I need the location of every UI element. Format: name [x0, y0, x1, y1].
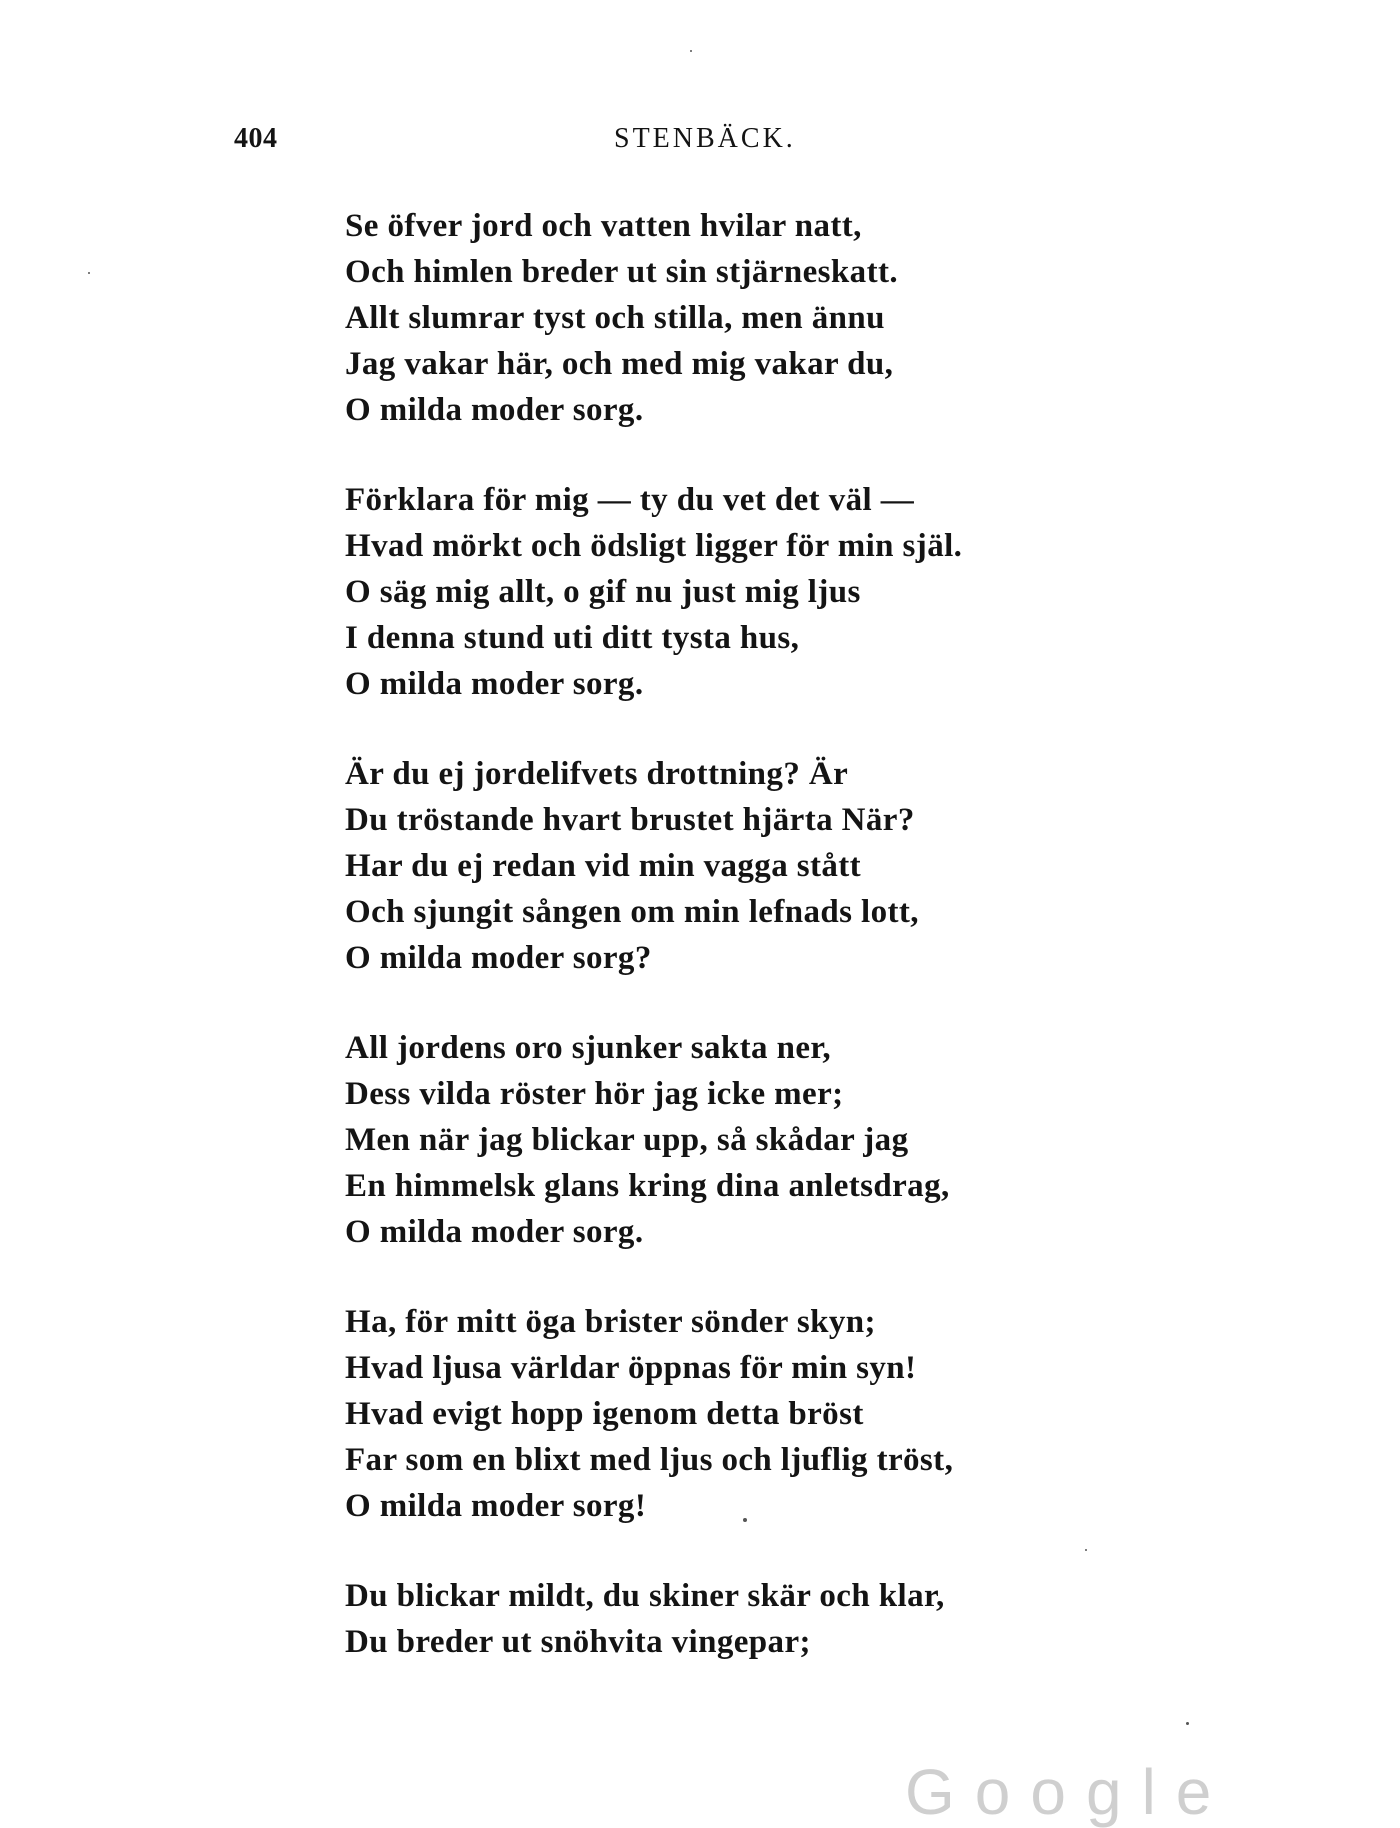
poem-line: All jordens oro sjunker sakta ner, [345, 1030, 832, 1066]
poem-line: Och sjungit sången om min lefnads lott, [345, 894, 919, 930]
poem-line: Dess vilda röster hör jag icke mer; [345, 1076, 844, 1112]
stanza-6 [345, 1573, 1225, 1665]
stanza-3 [345, 751, 1225, 981]
poem-line: I denna stund uti ditt tysta hus, [345, 620, 800, 656]
poem-line: Ha, för mitt öga brister sönder skyn; [345, 1304, 876, 1340]
stanza-2 [345, 477, 1225, 707]
poem-line: Har du ej redan vid min vagga stått [345, 848, 862, 884]
poem-line: En himmelsk glans kring dina anletsdrag, [345, 1168, 950, 1204]
poem-line: Förklara för mig — ty du vet det väl — [345, 482, 915, 518]
scan-speck [88, 272, 90, 274]
poem-line: Men när jag blickar upp, så skådar jag [345, 1122, 909, 1158]
scan-speck [690, 50, 692, 52]
stanza-5 [345, 1299, 1225, 1529]
poem-line: Allt slumrar tyst och stilla, men ännu [345, 300, 885, 336]
stanza-4 [345, 1025, 1225, 1255]
poem-line: Och himlen breder ut sin stjärneskatt. [345, 254, 898, 290]
poem-line: O säg mig allt, o gif nu just mig ljus [345, 574, 861, 610]
poem-line: Du tröstande hvart brustet hjärta När? [345, 802, 915, 838]
poem-line: O milda moder sorg? [345, 940, 652, 976]
poem [345, 203, 1225, 1709]
poem-line: Du blickar mildt, du skiner skär och klar, [345, 1578, 945, 1614]
scan-speck [1085, 1549, 1087, 1551]
poem-line: Jag vakar här, och med mig vakar du, [345, 346, 894, 382]
poem-line: Far som en blixt med ljus och ljuflig tröst, [345, 1442, 954, 1478]
poem-line: O milda moder sorg. [345, 392, 644, 428]
poem-line: Hvad mörkt och ödsligt ligger för min själ. [345, 528, 963, 564]
poem-line: Hvad ljusa världar öppnas för min syn! [345, 1350, 917, 1386]
scan-speck [743, 1518, 747, 1522]
watermark: Google [905, 1756, 1232, 1828]
stanza-1 [345, 203, 1225, 433]
page-number: 404 [234, 123, 278, 154]
poem-line: O milda moder sorg. [345, 1214, 644, 1250]
running-head: STENBÄCK. [614, 123, 796, 154]
poem-line: Är du ej jordelifvets drottning? Är [345, 756, 849, 792]
poem-line: Se öfver jord och vatten hvilar natt, [345, 208, 862, 244]
poem-line: Hvad evigt hopp igenom detta bröst [345, 1396, 864, 1432]
poem-line: O milda moder sorg. [345, 666, 644, 702]
poem-line: Du breder ut snöhvita vingepar; [345, 1624, 811, 1660]
poem-line: O milda moder sorg! [345, 1488, 647, 1524]
scan-speck [1186, 1722, 1189, 1725]
